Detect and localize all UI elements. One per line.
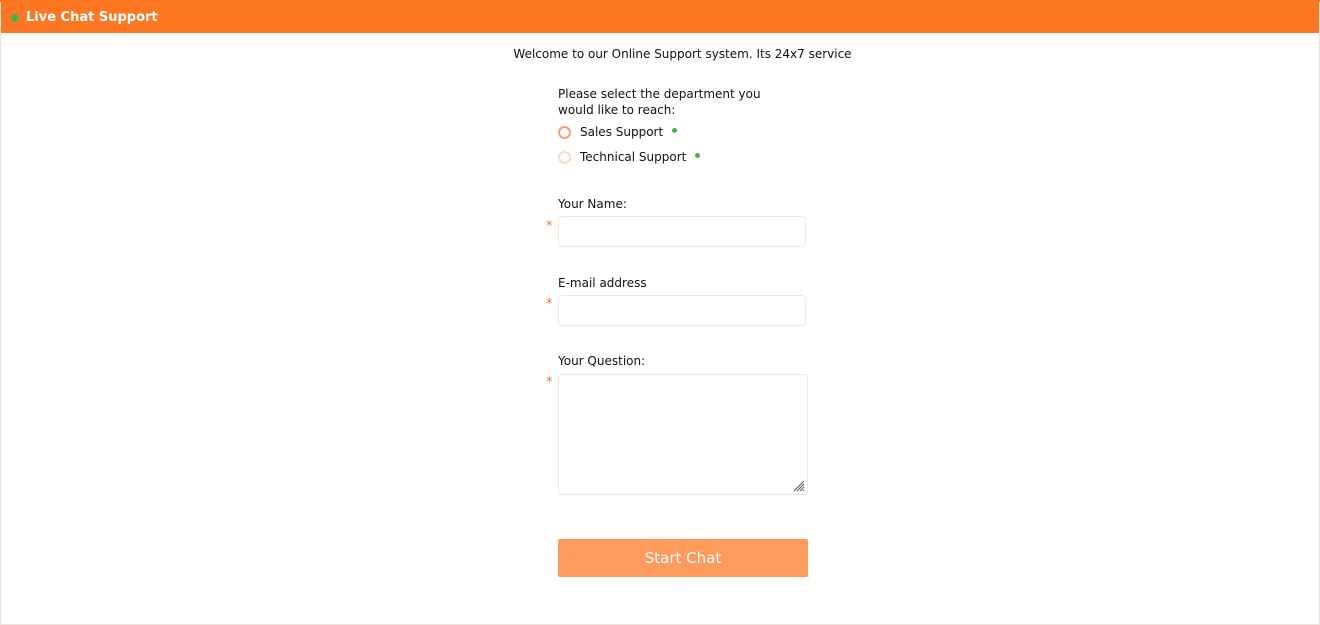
sales-support-radio[interactable] — [558, 126, 571, 139]
welcome-text: Welcome to our Online Support system. Its 24x7 service — [513, 47, 852, 61]
status-dot-icon — [11, 14, 19, 22]
online-dot-icon — [672, 128, 677, 133]
technical-support-radio[interactable] — [558, 151, 571, 164]
technical-support-label[interactable]: Technical Support — [580, 150, 687, 164]
question-required-marker: * — [546, 375, 553, 390]
department-prompt: Please select the department you would like to reach: — [558, 87, 761, 117]
resize-grip-icon[interactable] — [793, 480, 805, 492]
online-dot-icon — [695, 153, 700, 158]
department-option-technical[interactable] — [558, 148, 700, 166]
email-required-marker: * — [546, 297, 553, 312]
email-label: E-mail address — [558, 276, 647, 290]
window-title: Live Chat Support — [26, 10, 158, 25]
name-label: Your Name: — [558, 197, 627, 211]
name-input[interactable] — [558, 216, 806, 247]
email-input[interactable] — [558, 295, 806, 326]
name-required-marker: * — [546, 219, 553, 234]
start-chat-button[interactable]: Start Chat — [558, 539, 808, 577]
question-label: Your Question: — [558, 354, 646, 368]
sales-support-label[interactable]: Sales Support — [580, 125, 664, 139]
department-option-sales[interactable] — [558, 123, 677, 141]
question-textarea[interactable] — [558, 374, 808, 495]
title-bar[interactable] — [1, 2, 1319, 33]
